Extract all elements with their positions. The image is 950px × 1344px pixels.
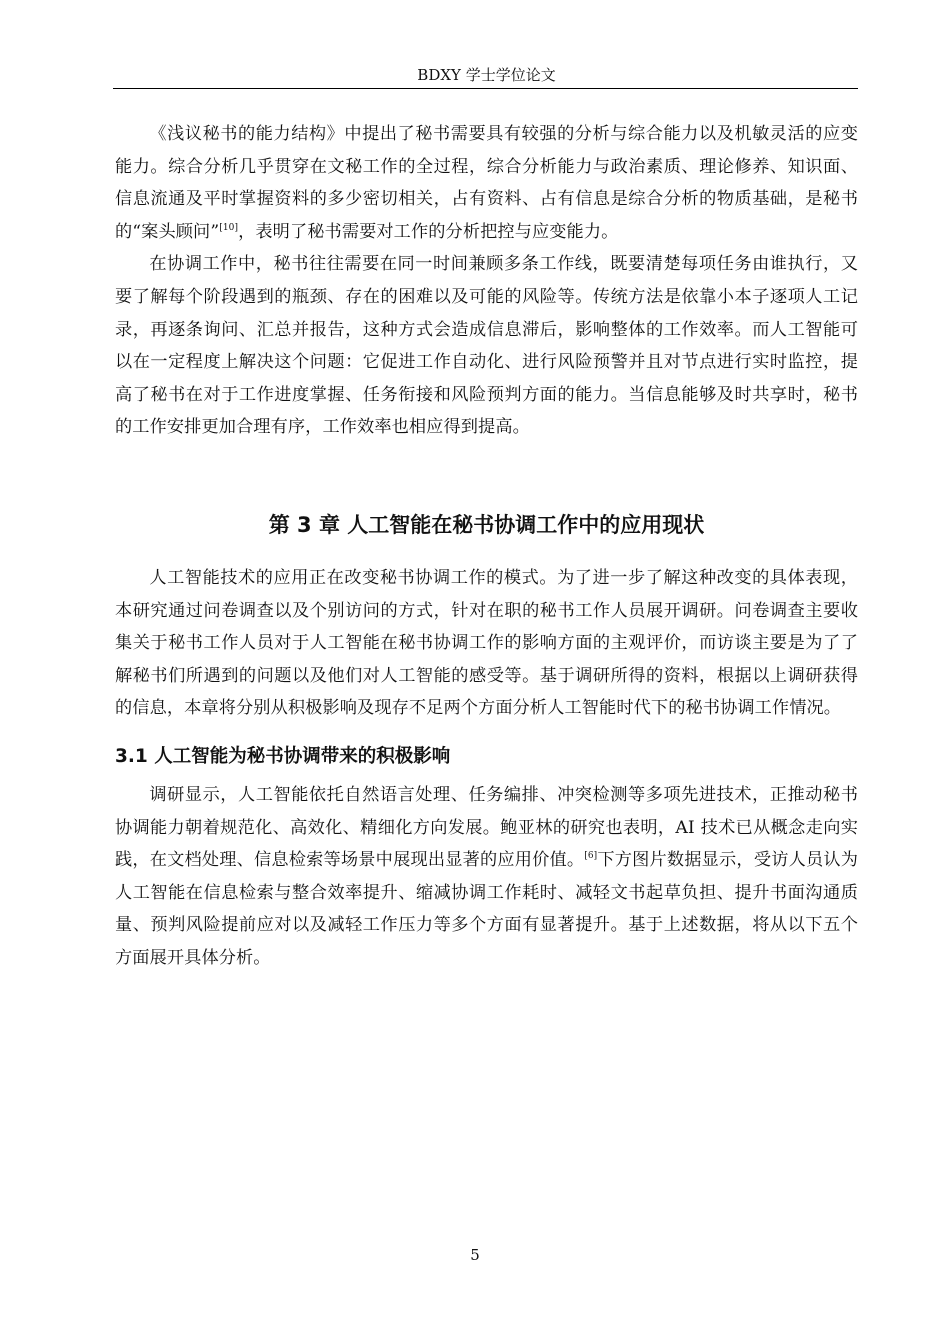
header-rule [113, 88, 858, 89]
paragraph-text: 下方图片数据显示，受访人员认为人工智能在信息检索与整合效率提升、缩减协调工作耗时、减轻文书起草负担、提升书面沟通质量、预判风险提前应对以及减轻工作压力等多个方面有显著提升。基于上述数据，将从以下五个方面展开具体分析。 [115, 850, 858, 968]
page-number: 5 [470, 1246, 480, 1264]
section-title: 3.1 人工智能为秘书协调带来的积极影响 [115, 745, 451, 767]
chapter-intro-paragraph: 人工智能技术的应用正在改变秘书协调工作的模式。为了进一步了解这种改变的具体表现，本研究通过问卷调查以及个别访问的方式，针对在职的秘书工作人员展开调研。问卷调查主要收集关于秘书工作人员对于人工智能在秘书协调工作的影响方面的主观评价，而访谈主要是为了了解秘书们所遇到的问题以及他们对人工智能的感受等。基于调研所得的资料，根据以上调研获得的信息，本章将分别从积极影响及现存不足两个方面分析人工智能时代下的秘书协调工作情况。 [115, 567, 858, 719]
paragraph-text: 《浅议秘书的能力结构》中提出了秘书需要具有较强的分析与综合能力以及机敏灵活的应变能力。综合分析几乎贯穿在文秘工作的全过程，综合分析能力与政治素质、理论修养、知识面、信息流通及平时掌握资料的多少密切相关，占有资料、占有信息是综合分析的物质基础，是秘书的“案头顾问” [115, 124, 858, 242]
citation-ref-6[interactable]: [6] [584, 851, 598, 862]
running-header: BDXY 学士学位论文 [417, 66, 556, 84]
section-paragraph [115, 779, 858, 975]
chapter-title: 第 3 章 人工智能在秘书协调工作中的应用现状 [268, 512, 705, 537]
paragraph-coordination: 在协调工作中，秘书往往需要在同一时间兼顾多条工作线，既要清楚每项任务由谁执行，又要了解每个阶段遇到的瓶颈、存在的困难以及可能的风险等。传统方法是依靠小本子逐项人工记录，再逐条询问、汇总并报告，这种方式会造成信息滞后，影响整体的工作效率。而人工智能可以在一定程度上解决这个问题：它促进工作自动化、进行风险预警并且对节点进行实时监控，提高了秘书在对于工作进度掌握、任务衔接和风险预判方面的能力。当信息能够及时共享时，秘书的工作安排更加合理有序，工作效率也相应得到提高。 [115, 254, 858, 438]
paragraph-text: ，表明了秘书需要对工作的分析把控与应变能力。 [238, 221, 619, 242]
paragraph-ability-structure [115, 118, 858, 248]
paragraph-text: 调研显示，人工智能依托自然语言处理、任务编排、冲突检测等多项先进技术，正推动秘书协调能力朝着规范化、高效化、精细化方向发展。鲍亚林的研究也表明，AI 技术已从概念走向实践，在文档处理、信息检索等场景中展现出显著的应用价值。 [115, 784, 858, 871]
citation-ref-10[interactable]: [10] [219, 222, 239, 233]
page-body [115, 118, 858, 974]
